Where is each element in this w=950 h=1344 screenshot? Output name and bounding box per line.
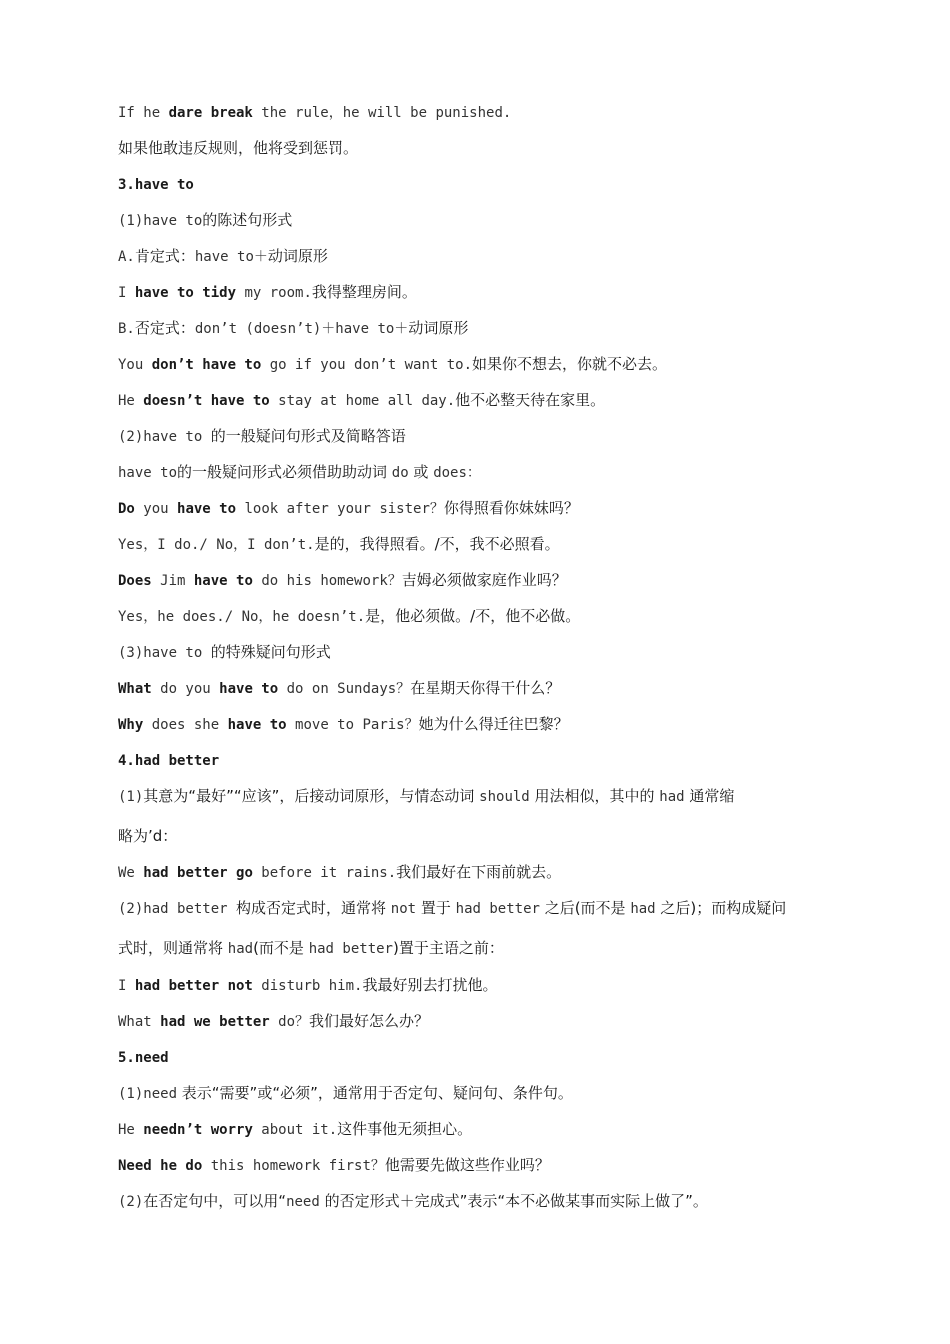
text-run: 我们最好在下雨前就去。 [396, 863, 562, 881]
text-run: 在否定句中，可以用“ [143, 1192, 287, 1210]
text-run: B. [118, 321, 135, 337]
text-run: 略为’d： [118, 827, 178, 845]
text-run: 吉姆必须做家庭作业吗？ [401, 571, 567, 589]
text-run: 的一般疑问形式必须借助助动词 [177, 463, 392, 481]
text-run: not [390, 901, 417, 917]
text-run: had better [455, 901, 540, 917]
text-run: 动词原形 [267, 247, 328, 265]
text-line [118, 938, 504, 959]
text-line [118, 318, 468, 339]
text-run: 否定式： [134, 319, 195, 337]
text-run: 在星期天你得干什么？ [410, 679, 561, 697]
text-line [118, 1011, 429, 1032]
text-run: 这件事他无须担心。 [337, 1120, 473, 1138]
bold-phrase: 5.need [118, 1050, 169, 1066]
text-run: 我得整理房间。 [311, 283, 417, 301]
bold-phrase: 3.have to [118, 177, 194, 193]
text-run: You [118, 357, 152, 373]
text-run: (2)have to [118, 429, 211, 445]
text-line [118, 786, 734, 807]
text-line [118, 102, 511, 123]
bold-phrase: had better not [134, 978, 253, 994]
text-run: about it. [252, 1122, 338, 1138]
text-run: 之后)；而构成疑问 [655, 899, 787, 917]
text-run: have to [118, 465, 178, 481]
text-run: 你得照看你妹妹吗？ [443, 499, 579, 517]
text-run: 如果你不想去，你就不必去。 [472, 355, 668, 373]
text-run: What [118, 1014, 161, 1030]
text-line [118, 642, 331, 663]
text-line [118, 1047, 169, 1068]
text-run: (1)have to [118, 213, 203, 229]
text-run: He [118, 393, 144, 409]
text-line [118, 426, 406, 447]
bold-phrase: doesn’t have to [143, 393, 270, 409]
text-line [118, 750, 219, 771]
bold-phrase: have to [193, 573, 253, 589]
text-line [118, 975, 497, 996]
text-run: this homework first？ [202, 1158, 385, 1174]
bold-phrase: have to tidy [134, 285, 237, 301]
text-run: 构成否定式时，通常将 [236, 899, 391, 917]
bold-phrase: have to [177, 501, 237, 517]
text-run: had [659, 789, 685, 805]
bold-phrase: have to [219, 681, 279, 697]
bold-phrase: Why [118, 717, 144, 733]
text-run: 的陈述句形式 [202, 211, 293, 229]
text-line [118, 1083, 573, 1104]
bold-phrase: Does [118, 573, 152, 589]
text-line [118, 534, 560, 555]
text-run: stay at home all day. [269, 393, 456, 409]
text-run: (2) [118, 1194, 144, 1210]
bold-phrase: have to [227, 717, 287, 733]
text-run: 其意为“最好”“应该”，后接动词原形，与情态动词 [143, 787, 480, 805]
text-line [118, 390, 605, 411]
text-run: 表示“需要”或“必须”，通常用于否定句、疑问句、条件句。 [177, 1084, 573, 1102]
text-run: 的否定形式＋完成式”表示“本不必做某事而实际上做了”。 [319, 1192, 708, 1210]
text-line [118, 1155, 550, 1176]
text-line [118, 354, 667, 375]
text-run: do his homework？ [252, 573, 402, 589]
bold-phrase: Need he do [118, 1158, 203, 1174]
text-run: you [134, 501, 178, 517]
text-run: 我们最好怎么办？ [309, 1012, 430, 1030]
text-line [118, 210, 292, 231]
text-run: Yes，I do./ No，I don’t. [118, 537, 315, 553]
text-run: 她为什么得迁往巴黎？ [418, 715, 569, 733]
text-run: 或 [408, 463, 434, 481]
text-line [118, 826, 177, 846]
text-line [118, 1119, 472, 1140]
text-run: (2)had better [118, 901, 237, 917]
text-line [118, 606, 580, 627]
text-run: We [118, 865, 144, 881]
text-run: A. [118, 249, 135, 265]
text-run: (而不是 [253, 939, 309, 957]
bold-phrase: dare break [168, 105, 253, 121]
text-run: )置于主语之前： [393, 939, 504, 957]
text-run: do [391, 465, 409, 481]
text-run: If he [118, 105, 169, 121]
text-run: look after your sister？ [236, 501, 444, 517]
text-line [118, 862, 561, 883]
text-run: had [227, 941, 254, 957]
text-run: 我最好别去打扰他。 [362, 976, 498, 994]
text-run: (1)need [118, 1086, 178, 1102]
text-run: disturb him. [252, 978, 363, 994]
text-run: 通常缩 [684, 787, 735, 805]
text-run: do you [151, 681, 220, 697]
text-run: 动词原形 [408, 319, 469, 337]
text-run: 之后(而不是 [539, 899, 631, 917]
text-run: the rule，he will be punished. [252, 105, 512, 121]
text-run: don’t (doesn’t)＋have to＋ [194, 321, 409, 337]
text-line [118, 898, 786, 919]
text-run: He [118, 1122, 144, 1138]
text-line [118, 714, 569, 735]
text-run: should [479, 789, 530, 805]
text-run: before it rains. [252, 865, 397, 881]
text-run: 的特殊疑问句形式 [210, 643, 331, 661]
text-run: had better [308, 941, 393, 957]
text-line [118, 282, 417, 303]
text-line [118, 246, 328, 267]
text-line [118, 138, 358, 158]
text-run: go if you don’t want to. [261, 357, 473, 373]
text-run: have to＋ [194, 249, 268, 265]
text-run: Yes，he does./ No，he doesn’t. [118, 609, 366, 625]
text-run: 式时，则通常将 [118, 939, 228, 957]
text-run: (3)have to [118, 645, 211, 661]
text-line [118, 174, 194, 195]
text-run: my room. [236, 285, 312, 301]
bold-phrase: Do [118, 501, 135, 517]
text-run: do on Sundays？ [278, 681, 411, 697]
text-run: had [630, 901, 656, 917]
text-run: does： [433, 465, 481, 481]
bold-phrase: What [118, 681, 152, 697]
text-line [118, 570, 567, 591]
text-run: Jim [151, 573, 194, 589]
text-run: 是，他必须做。/不，他不必做。 [365, 607, 581, 625]
bold-phrase: had better go [143, 865, 253, 881]
text-run: 他需要先做这些作业吗？ [384, 1156, 550, 1174]
text-run: 如果他敢违反规则，他将受到惩罚。 [118, 139, 359, 157]
text-run: 用法相似，其中的 [529, 787, 660, 805]
text-line [118, 678, 560, 699]
bold-phrase: had we better [160, 1014, 270, 1030]
bold-phrase: don’t have to [151, 357, 262, 373]
text-run: I [118, 978, 135, 994]
text-run: (1) [118, 789, 144, 805]
text-run: 肯定式： [134, 247, 195, 265]
text-run: I [118, 285, 135, 301]
text-run: 是的，我得照看。/不，我不必照看。 [314, 535, 560, 553]
bold-phrase: needn’t worry [143, 1122, 253, 1138]
text-run: does she [143, 717, 228, 733]
text-line [118, 1191, 708, 1212]
text-run: 他不必整天待在家里。 [455, 391, 606, 409]
text-line [118, 462, 481, 483]
text-run: need [286, 1194, 320, 1210]
text-run: do？ [269, 1014, 310, 1030]
text-run: move to Paris？ [286, 717, 419, 733]
text-run: 置于 [416, 899, 456, 917]
bold-phrase: 4.had better [118, 753, 220, 769]
text-line [118, 498, 579, 519]
text-run: 的一般疑问句形式及简略答语 [210, 427, 406, 445]
